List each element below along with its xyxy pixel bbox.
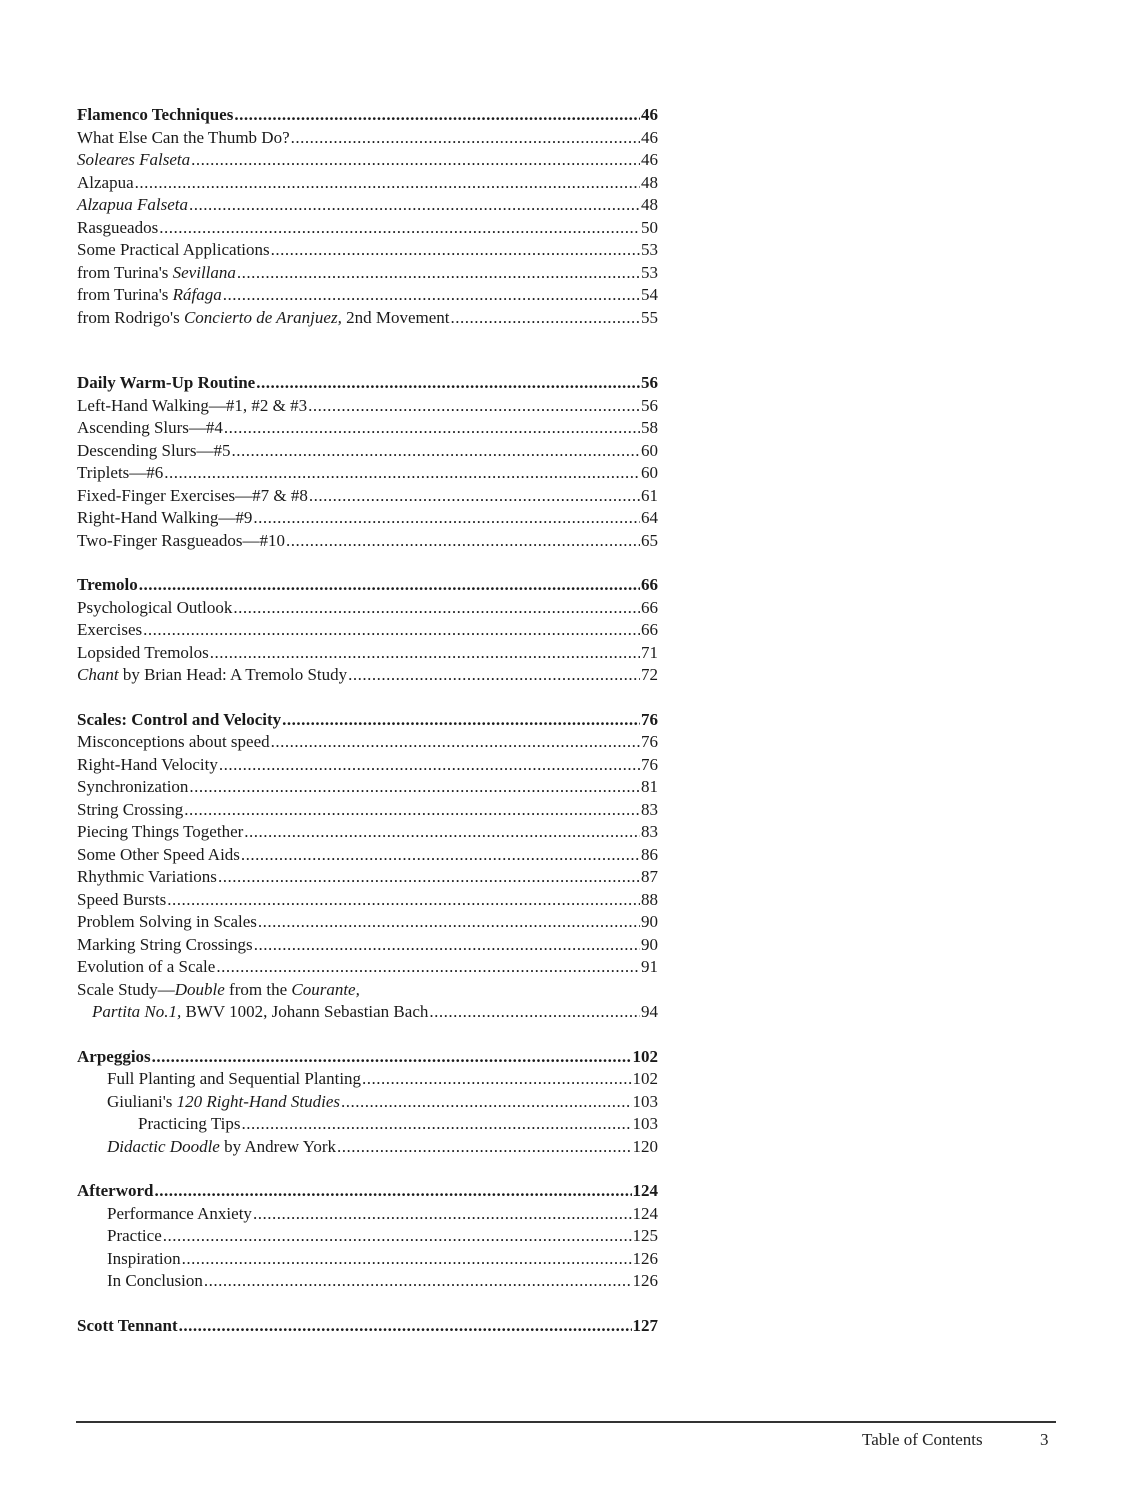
dot-leader xyxy=(231,440,640,463)
section-heading[interactable] xyxy=(77,1315,658,1338)
title-part: Synchronization xyxy=(77,777,189,796)
title-part: Scott Tennant xyxy=(77,1315,178,1335)
dot-leader xyxy=(182,1248,632,1271)
section-heading[interactable] xyxy=(77,709,658,732)
dot-leader xyxy=(253,1203,632,1226)
toc-entry[interactable] xyxy=(77,485,658,508)
toc-entry[interactable] xyxy=(77,844,658,867)
toc-entry[interactable] xyxy=(77,1091,658,1114)
entry-title xyxy=(77,395,307,418)
page-number: 54 xyxy=(641,285,658,304)
page-number: 76 xyxy=(641,732,658,751)
title-part: Flamenco Techniques xyxy=(77,105,234,124)
italic-title-part: Didactic Doodle xyxy=(107,1136,220,1156)
page-number: 83 xyxy=(641,822,658,841)
italic-title-part: Courante, xyxy=(291,979,360,999)
toc-section xyxy=(77,574,658,687)
dot-leader xyxy=(233,597,640,620)
title-part: Triplets—#6 xyxy=(77,463,164,482)
toc-entry[interactable] xyxy=(77,979,658,1002)
page-number: 66 xyxy=(641,575,658,594)
page-number: 102 xyxy=(632,1069,658,1088)
title-part: from Rodrigo's xyxy=(77,307,184,327)
toc-entry[interactable] xyxy=(77,934,658,957)
dot-leader xyxy=(191,149,640,172)
toc-entry[interactable] xyxy=(77,642,658,665)
entry-title xyxy=(77,889,166,912)
footer-rule xyxy=(76,1421,1056,1423)
title-part: Rasgueados xyxy=(77,217,159,237)
italic-title-part: Partita No.1, xyxy=(92,1002,182,1021)
dot-leader xyxy=(348,664,640,687)
title-part: Lopsided Tremolos xyxy=(77,642,209,662)
page-number: 127 xyxy=(632,1315,658,1335)
entry-title xyxy=(77,956,215,979)
title-part: Problem Solving in Scales xyxy=(77,912,257,931)
dot-leader xyxy=(337,1136,631,1159)
entry-title xyxy=(77,664,347,687)
page-number: 53 xyxy=(641,262,658,282)
entry-title xyxy=(77,530,285,553)
page-number: 72 xyxy=(641,665,658,684)
page-number: 53 xyxy=(641,240,658,259)
page-number: 60 xyxy=(641,463,658,482)
italic-title-part: 120 Right-Hand Studies xyxy=(176,1091,341,1111)
title-part: Marking String Crossings xyxy=(77,934,253,954)
title-part: Ascending Slurs—#4 xyxy=(77,418,223,437)
dot-leader xyxy=(256,372,640,395)
page-number: 60 xyxy=(641,440,658,460)
entry-title xyxy=(107,1270,203,1293)
page-number: 66 xyxy=(641,597,658,617)
section-heading[interactable] xyxy=(77,1046,658,1069)
entry-title xyxy=(77,866,217,889)
toc-section xyxy=(77,709,658,1024)
dot-leader xyxy=(258,911,640,934)
title-part: Misconceptions about speed xyxy=(77,732,270,751)
entry-title xyxy=(77,1315,178,1338)
dot-leader xyxy=(271,239,640,262)
title-part: Right-Hand Walking—#9 xyxy=(77,508,253,527)
dot-leader xyxy=(179,1315,632,1338)
dot-leader xyxy=(308,395,640,418)
title-part: Some Other Speed Aids xyxy=(77,844,240,864)
entry-title xyxy=(77,217,158,240)
page-number: 126 xyxy=(632,1248,658,1268)
footer-page-number: 3 xyxy=(1040,1430,1049,1449)
toc-entry[interactable] xyxy=(77,262,658,285)
toc-entry[interactable] xyxy=(77,731,658,754)
page-number: 58 xyxy=(641,418,658,437)
entry-title xyxy=(107,1225,162,1248)
italic-title-part: Soleares Falseta xyxy=(77,150,191,169)
dot-leader xyxy=(189,776,640,799)
page-number: 71 xyxy=(641,642,658,662)
dot-leader xyxy=(216,956,640,979)
title-part: String Crossing xyxy=(77,799,184,819)
dot-leader xyxy=(204,1270,632,1293)
entry-title xyxy=(77,194,188,217)
title-part: Scale Study— xyxy=(77,979,175,999)
title-part: by Andrew York xyxy=(219,1136,337,1156)
toc-entry[interactable] xyxy=(77,395,658,418)
page-number: 76 xyxy=(641,754,658,774)
toc-entry[interactable] xyxy=(77,440,658,463)
title-part: Arpeggios xyxy=(77,1046,151,1066)
toc-entry[interactable] xyxy=(77,1270,658,1293)
title-part: Fixed-Finger Exercises—#7 & #8 xyxy=(77,485,308,505)
entry-title xyxy=(77,172,134,195)
dot-leader xyxy=(167,889,640,912)
entry-title xyxy=(107,1068,361,1091)
toc-entry[interactable] xyxy=(77,889,658,912)
title-part: Daily Warm-Up Routine xyxy=(77,373,256,392)
title-part: Tremolo xyxy=(77,575,138,594)
entry-title xyxy=(107,1136,336,1159)
table-of-contents xyxy=(77,104,658,1337)
title-part: Rhythmic Variations xyxy=(77,867,217,886)
page-number: 86 xyxy=(641,844,658,864)
entry-title xyxy=(77,574,138,597)
entry-title xyxy=(77,821,243,844)
title-part: Right-Hand Velocity xyxy=(77,754,218,774)
toc-entry[interactable] xyxy=(77,664,658,687)
entry-title xyxy=(77,754,218,777)
dot-leader xyxy=(219,754,640,777)
entry-title xyxy=(77,417,223,440)
dot-leader xyxy=(271,731,640,754)
entry-title xyxy=(77,597,232,620)
page-number: 61 xyxy=(641,485,658,505)
italic-title-part: Ráfaga xyxy=(172,285,222,304)
dot-leader xyxy=(309,485,640,508)
toc-entry[interactable] xyxy=(77,149,658,172)
page-number: 64 xyxy=(641,508,658,527)
entry-title xyxy=(77,239,270,262)
page-number: 124 xyxy=(632,1203,658,1223)
title-part: from Turina's xyxy=(77,262,173,282)
page-number: 46 xyxy=(641,105,658,124)
entry-title xyxy=(92,1001,428,1024)
dot-leader xyxy=(241,844,640,867)
title-part: In Conclusion xyxy=(107,1271,203,1290)
toc-entry[interactable] xyxy=(77,417,658,440)
entry-title xyxy=(77,1046,151,1069)
dot-leader xyxy=(234,104,640,127)
title-part: Alzapua xyxy=(77,172,134,192)
title-part: by Brian Head: A Tremolo Study xyxy=(118,665,348,684)
title-part: Two-Finger Rasgueados—#10 xyxy=(77,530,285,550)
page-number: 91 xyxy=(641,957,658,976)
toc-entry[interactable] xyxy=(77,239,658,262)
dot-leader xyxy=(244,821,640,844)
dot-leader xyxy=(135,172,640,195)
title-part: Some Practical Applications xyxy=(77,240,270,259)
page-number: 50 xyxy=(641,217,658,237)
toc-entry[interactable] xyxy=(77,754,658,777)
entry-title xyxy=(77,979,360,1002)
toc-entry[interactable] xyxy=(77,956,658,979)
entry-title xyxy=(77,776,188,799)
page-number: 46 xyxy=(641,150,658,169)
toc-entry[interactable] xyxy=(77,172,658,195)
toc-entry[interactable] xyxy=(77,307,658,330)
entry-title xyxy=(77,462,163,485)
toc-entry[interactable] xyxy=(77,866,658,889)
toc-entry[interactable] xyxy=(77,217,658,240)
toc-entry[interactable] xyxy=(77,911,658,934)
dot-leader xyxy=(184,799,640,822)
page-number: 46 xyxy=(641,127,658,147)
title-part: 2nd Movement xyxy=(341,307,450,327)
page-number: 90 xyxy=(641,912,658,931)
section-heading[interactable] xyxy=(77,1180,658,1203)
page-number: 90 xyxy=(641,934,658,954)
dot-leader xyxy=(254,934,640,957)
page-number: 65 xyxy=(641,530,658,550)
page-number: 103 xyxy=(632,1091,658,1111)
dot-leader xyxy=(282,709,640,732)
toc-section xyxy=(77,372,658,552)
entry-title xyxy=(77,372,255,395)
dot-leader xyxy=(224,417,640,440)
toc-entry[interactable] xyxy=(77,530,658,553)
dot-leader xyxy=(164,462,640,485)
section-heading[interactable] xyxy=(77,372,658,395)
title-part: Practice xyxy=(107,1226,162,1245)
dot-leader xyxy=(154,1180,631,1203)
page-number: 66 xyxy=(641,620,658,639)
page-number: 87 xyxy=(641,867,658,886)
page-number: 83 xyxy=(641,799,658,819)
entry-title xyxy=(107,1091,340,1114)
entry-title xyxy=(77,104,233,127)
page-number: 48 xyxy=(641,195,658,214)
entry-title xyxy=(77,642,209,665)
title-part: Piecing Things Together xyxy=(77,822,244,841)
toc-entry[interactable] xyxy=(77,619,658,642)
title-part: What Else Can the Thumb Do? xyxy=(77,127,290,147)
dot-leader xyxy=(362,1068,631,1091)
toc-entry[interactable] xyxy=(77,462,658,485)
dot-leader xyxy=(237,262,640,285)
dot-leader xyxy=(253,507,640,530)
entry-title xyxy=(77,844,240,867)
toc-entry[interactable] xyxy=(77,821,658,844)
toc-section xyxy=(77,1315,658,1338)
toc-entry[interactable] xyxy=(77,284,658,307)
entry-title xyxy=(77,934,253,957)
toc-entry[interactable] xyxy=(77,776,658,799)
page-number: 102 xyxy=(632,1046,658,1066)
page-number: 48 xyxy=(641,172,658,192)
toc-entry[interactable] xyxy=(77,1113,658,1136)
page-number: 56 xyxy=(641,395,658,415)
entry-title xyxy=(77,284,222,307)
toc-entry[interactable] xyxy=(77,1203,658,1226)
footer-title: Table of Contents xyxy=(862,1430,983,1449)
italic-title-part: Alzapua Falseta xyxy=(77,195,188,214)
title-part: Scales: Control and Velocity xyxy=(77,709,282,729)
dot-leader xyxy=(189,194,640,217)
toc-entry[interactable] xyxy=(77,194,658,217)
title-part: Inspiration xyxy=(107,1248,181,1268)
toc-entry[interactable] xyxy=(77,799,658,822)
entry-title xyxy=(77,307,449,330)
title-part: Full Planting and Sequential Planting xyxy=(107,1069,362,1088)
dot-leader xyxy=(152,1046,632,1069)
title-part: Speed Bursts xyxy=(77,889,167,909)
entry-title xyxy=(77,149,190,172)
entry-title xyxy=(77,731,270,754)
page-number: 126 xyxy=(632,1271,658,1290)
dot-leader xyxy=(286,530,640,553)
title-part: Performance Anxiety xyxy=(107,1203,252,1223)
italic-title-part: Sevillana xyxy=(172,262,236,282)
page-number: 124 xyxy=(632,1181,658,1200)
dot-leader xyxy=(218,866,640,889)
italic-title-part: Concierto de Aranjuez, xyxy=(183,307,342,327)
dot-leader xyxy=(139,574,640,597)
dot-leader xyxy=(450,307,640,330)
toc-entry[interactable] xyxy=(77,1248,658,1271)
toc-entry[interactable] xyxy=(77,1225,658,1248)
title-part: Giuliani's xyxy=(107,1091,177,1111)
entry-title xyxy=(77,485,308,508)
page-number: 76 xyxy=(641,709,658,729)
entry-title xyxy=(107,1248,181,1271)
entry-title xyxy=(77,911,257,934)
italic-title-part: Double xyxy=(174,979,225,999)
toc-section xyxy=(77,1180,658,1293)
toc-entry[interactable] xyxy=(77,1001,658,1024)
dot-leader xyxy=(223,284,640,307)
entry-title xyxy=(77,709,281,732)
page-number: 125 xyxy=(632,1226,658,1245)
title-part: Evolution of a Scale xyxy=(77,957,216,976)
title-part: Descending Slurs—#5 xyxy=(77,440,231,460)
page-number: 103 xyxy=(632,1114,658,1133)
toc-section xyxy=(77,1046,658,1159)
entry-title xyxy=(107,1203,252,1226)
entry-title xyxy=(77,127,290,150)
page-number: 81 xyxy=(641,777,658,796)
title-part: from the xyxy=(224,979,292,999)
title-part: Psychological Outlook xyxy=(77,597,233,617)
toc-entry[interactable] xyxy=(77,1136,658,1159)
italic-title-part: Chant xyxy=(77,665,119,684)
title-part: Afterword xyxy=(77,1181,154,1200)
entry-title xyxy=(77,440,230,463)
title-part: Practicing Tips xyxy=(138,1114,241,1133)
dot-leader xyxy=(429,1001,640,1024)
toc-entry[interactable] xyxy=(77,127,658,150)
entry-title xyxy=(77,1180,153,1203)
entry-title xyxy=(77,799,183,822)
title-part: Left-Hand Walking—#1, #2 & #3 xyxy=(77,395,308,415)
entry-title xyxy=(77,507,252,530)
page-number: 94 xyxy=(641,1002,658,1021)
title-part: BWV 1002, Johann Sebastian Bach xyxy=(181,1002,429,1021)
page-number: 88 xyxy=(641,889,658,909)
dot-leader xyxy=(159,217,640,240)
entry-title xyxy=(77,262,236,285)
dot-leader xyxy=(242,1113,632,1136)
page-number: 56 xyxy=(641,373,658,392)
dot-leader xyxy=(163,1225,632,1248)
toc-entry[interactable] xyxy=(77,597,658,620)
section-heading[interactable] xyxy=(77,574,658,597)
entry-title xyxy=(77,619,142,642)
page-number: 120 xyxy=(632,1136,658,1156)
dot-leader xyxy=(291,127,640,150)
dot-leader xyxy=(143,619,640,642)
title-part: Exercises xyxy=(77,620,143,639)
dot-leader xyxy=(210,642,640,665)
section-heading[interactable] xyxy=(77,104,658,127)
dot-leader xyxy=(341,1091,631,1114)
title-part: from Turina's xyxy=(77,285,173,304)
entry-title xyxy=(138,1113,241,1136)
toc-entry[interactable] xyxy=(77,1068,658,1091)
toc-section xyxy=(77,104,658,329)
page-number: 55 xyxy=(641,307,658,327)
toc-entry[interactable] xyxy=(77,507,658,530)
